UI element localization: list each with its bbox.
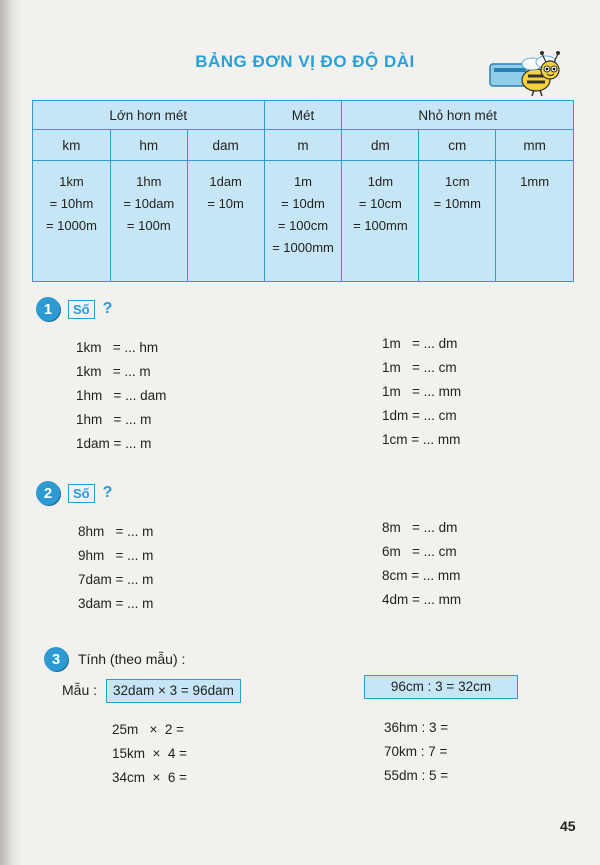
so-label-box: Số: [68, 484, 95, 503]
conversion-line: 1dm: [367, 174, 394, 189]
exercise-item: 36hm : 3 =: [384, 720, 449, 735]
bee-mascot-icon: [488, 40, 570, 98]
exercise-2-header: [36, 481, 112, 505]
exercise-item: 6m = ... cm: [382, 544, 457, 559]
sample-box-left: 32dam × 3 = 96dam: [106, 679, 241, 703]
unit-header: mm: [496, 130, 574, 161]
unit-conversion-cell: [187, 161, 264, 282]
group-smaller-than-meter: Nhỏ hơn mét: [342, 101, 574, 130]
page-title: BẢNG ĐƠN VỊ ĐO ĐỘ DÀI: [195, 52, 415, 71]
exercise-item: 8cm = ... mm: [382, 568, 461, 583]
conversion-line: = 1000mm: [272, 240, 334, 255]
exercise-item: 8hm = ... m: [78, 524, 154, 539]
conversion-line: = 10dam: [123, 196, 175, 211]
exercise-number-badge: 2: [36, 481, 60, 505]
conversion-line: = 10cm: [358, 196, 402, 211]
conversion-line: = 100mm: [353, 218, 408, 233]
conversion-line: 1dam: [209, 174, 242, 189]
page-number: 45: [560, 818, 576, 834]
exercise-item: 1km = ... m: [76, 364, 151, 379]
unit-conversion-cell: [110, 161, 187, 282]
so-label-box: Số: [68, 300, 95, 319]
exercise-2-left-column: [78, 520, 153, 616]
exercise-item: 55dm : 5 =: [384, 768, 449, 783]
exercise-item: 4dm = ... mm: [382, 592, 462, 607]
unit-header: dam: [187, 130, 264, 161]
exercise-item: 1m = ... dm: [382, 336, 458, 351]
unit-header: m: [264, 130, 342, 161]
conversion-line: 1km: [59, 174, 84, 189]
unit-conversion-cell: [419, 161, 496, 282]
unit-header: cm: [419, 130, 496, 161]
exercise-2-right-column: [382, 516, 461, 612]
group-larger-than-meter: Lớn hơn mét: [33, 101, 265, 130]
exercise-item: 1hm = ... m: [76, 412, 152, 427]
exercise-3-header: [44, 647, 185, 671]
exercise-3-right-column: [384, 716, 448, 788]
exercise-item: 1m = ... cm: [382, 360, 457, 375]
exercise-item: 1m = ... mm: [382, 384, 462, 399]
unit-header: km: [33, 130, 111, 161]
exercise-item: 8m = ... dm: [382, 520, 458, 535]
unit-conversion-cell: [342, 161, 419, 282]
unit-conversion-cell: [264, 161, 342, 282]
conversion-line: 1cm: [444, 174, 470, 189]
exercise-item: 70km : 7 =: [384, 744, 448, 759]
conversion-line: = 10mm: [433, 196, 481, 211]
exercise-item: 9hm = ... m: [78, 548, 154, 563]
unit-conversion-cell: [496, 161, 574, 282]
page-binding-shadow: [0, 0, 22, 865]
sample-box-right: 96cm : 3 = 32cm: [364, 675, 518, 699]
length-units-table: [32, 100, 574, 282]
exercise-1-header: [36, 297, 112, 321]
exercise-item: 15km × 4 =: [112, 746, 188, 761]
question-mark: ?: [102, 484, 113, 501]
conversion-line: = 100m: [126, 218, 171, 233]
conversion-line: = 100cm: [277, 218, 329, 233]
unit-header: dm: [342, 130, 419, 161]
conversion-line: 1m: [293, 174, 313, 189]
exercise-item: 1cm = ... mm: [382, 432, 461, 447]
exercise-instruction: Tính (theo mẫu) :: [78, 651, 186, 667]
exercise-item: 1dm = ... cm: [382, 408, 457, 423]
unit-header: hm: [110, 130, 187, 161]
unit-conversion-cell: [33, 161, 111, 282]
exercise-item: 3dam = ... m: [78, 596, 154, 611]
exercise-item: 1hm = ... dam: [76, 388, 167, 403]
exercise-item: 1dam = ... m: [76, 436, 152, 451]
group-meter: Mét: [264, 101, 342, 130]
conversion-line: 1mm: [520, 174, 550, 189]
conversion-line: = 10m: [207, 196, 244, 211]
exercise-item: 1km = ... hm: [76, 340, 159, 355]
conversion-line: = 10dm: [281, 196, 325, 211]
exercise-number-badge: 1: [36, 297, 60, 321]
exercise-1-right-column: [382, 332, 461, 452]
sample-label: Mẫu :: [62, 682, 98, 698]
exercise-item: 7dam = ... m: [78, 572, 154, 587]
exercise-item: 25m × 2 =: [112, 722, 185, 737]
conversion-line: = 10hm: [49, 196, 94, 211]
conversion-line: 1hm: [136, 174, 162, 189]
exercise-3-left-column: [112, 718, 187, 790]
question-mark: ?: [102, 300, 113, 317]
exercise-1-left-column: [76, 336, 166, 456]
conversion-line: = 1000m: [45, 218, 97, 233]
exercise-item: 34cm × 6 =: [112, 770, 188, 785]
exercise-number-badge: 3: [44, 647, 68, 671]
